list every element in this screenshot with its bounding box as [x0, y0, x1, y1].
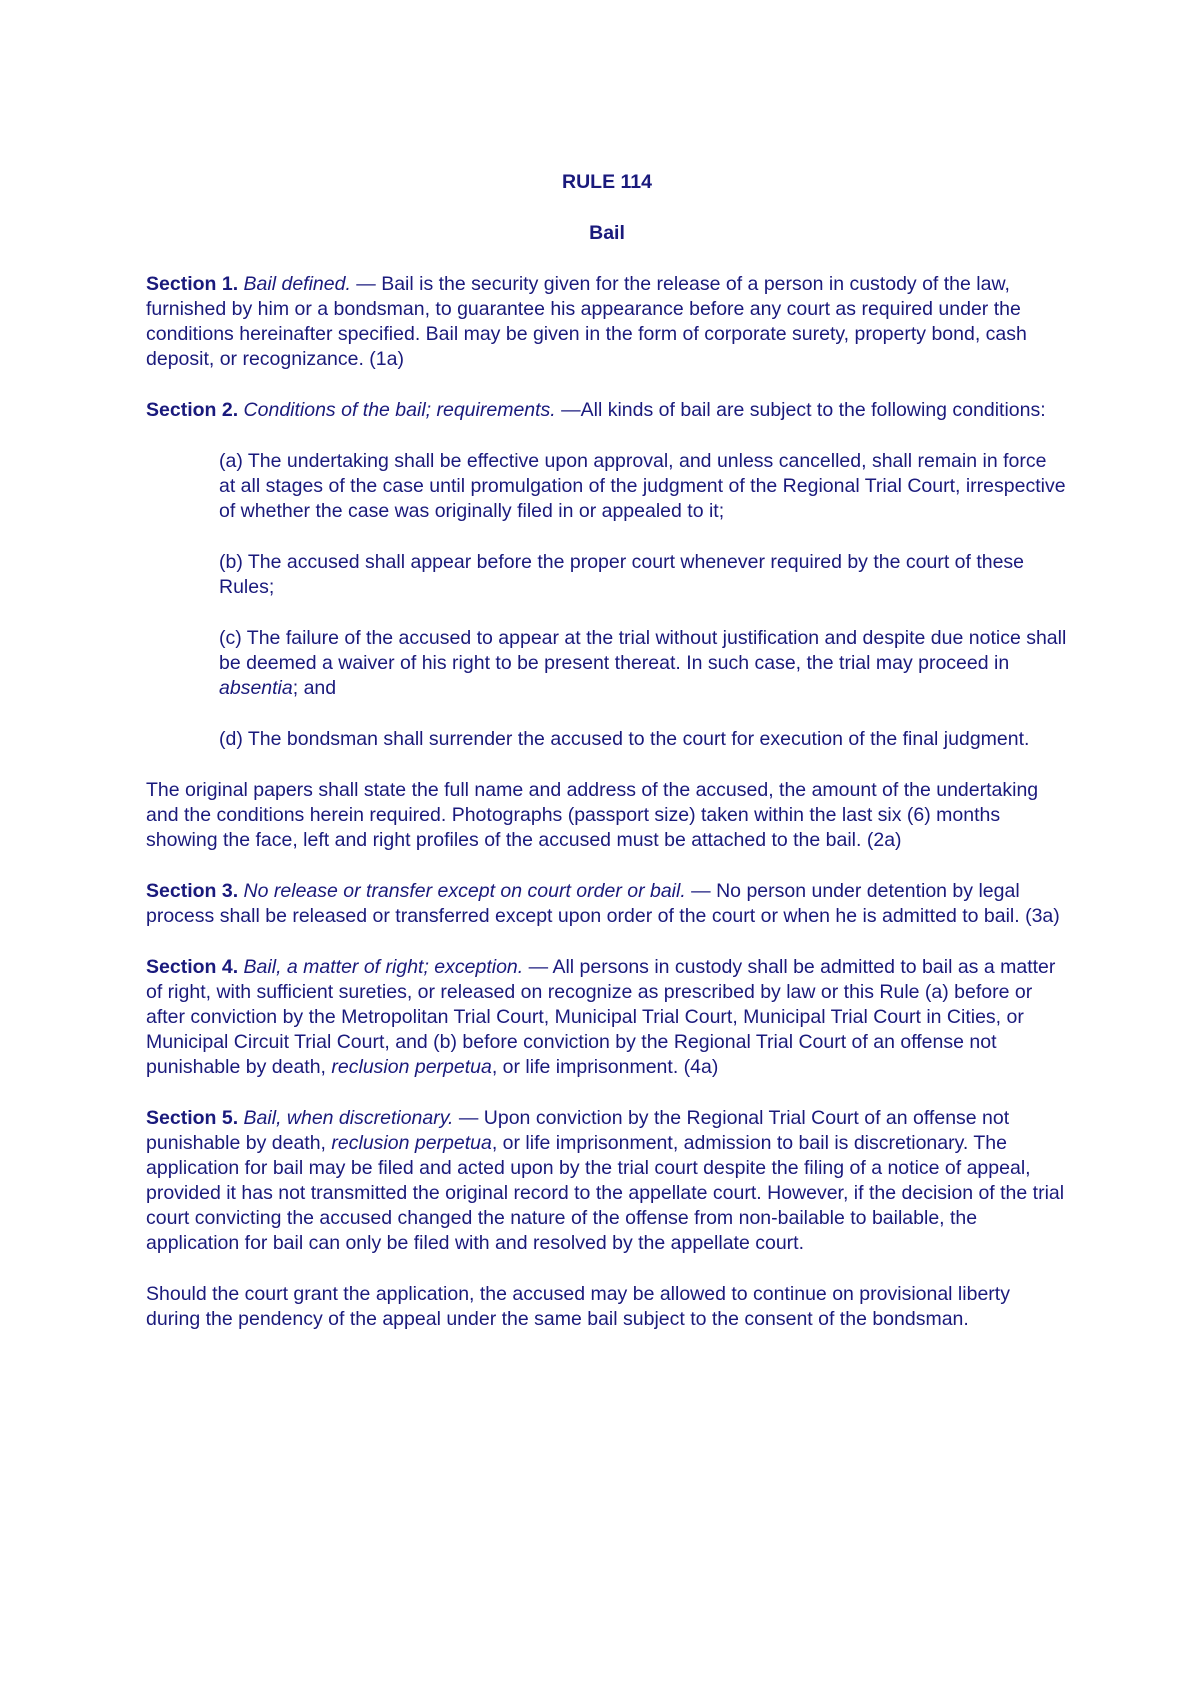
condition-c-text: (c) The failure of the accused to appear at the trial without justification and despite due notice shall be deemed a waiver of his right to be present thereat. In such case, the trial may proceed in: [219, 627, 1067, 674]
section-2-heading: Conditions of the bail; requirements.: [243, 399, 556, 421]
condition-c-italic: absentia: [219, 677, 293, 699]
section-1: [146, 272, 1068, 372]
section-4-end: , or life imprisonment. (4a): [491, 1056, 719, 1078]
section-4-label: Section 4.: [146, 956, 239, 978]
document-subtitle: Bail: [589, 222, 625, 244]
section-1-heading: Bail defined.: [243, 273, 351, 295]
section-5-italic: reclusion perpetua: [331, 1132, 492, 1154]
section-2-text: —All kinds of bail are subject to the following conditions:: [555, 399, 1046, 421]
section-5-text: — Upon conviction by the Regional Trial Court of an offense not punishable by death,: [146, 1107, 1010, 1154]
condition-a: (a) The undertaking shall be effective upon approval, and unless cancelled, shall remain in force at all stages of the case until promulgation of the judgment of the Regional Trial Court, irrespective of whether the case was originally filed in or appealed to it;: [219, 450, 1066, 522]
section-5-label: Section 5.: [146, 1107, 239, 1129]
rule-title: RULE 114: [562, 171, 652, 193]
section-4-heading: Bail, a matter of right; exception.: [243, 956, 524, 978]
section-2: [146, 398, 1068, 423]
section-2-label: Section 2.: [146, 399, 239, 421]
condition-d: (d) The bondsman shall surrender the accused to the court for execution of the final judgment.: [219, 728, 1030, 750]
section-5-closing: Should the court grant the application, the accused may be allowed to continue on provisional liberty during the pendency of the appeal under the same bail subject to the consent of the bondsman.: [146, 1283, 1010, 1330]
condition-c-end: ; and: [292, 677, 337, 699]
section-4-text: — All persons in custody shall be admitted to bail as a matter of right, with sufficient sureties, or released on recognize as prescribed by law or this Rule (a) before or after conviction by the Metropolitan Trial Court, Municipal Trial Court, Municipal Trial Court in Cities, or Municipal Circuit Trial Court, and (b) before conviction by the Regional Trial Court of an offense not punishable by death,: [146, 956, 1056, 1078]
section-3-heading: No release or transfer except on court order or bail.: [243, 880, 686, 902]
section-3-label: Section 3.: [146, 880, 239, 902]
section-5-end: , or life imprisonment, admission to bail is discretionary. The application for bail may be filed and acted upon by the trial court despite the filing of a notice of appeal, provided it has not transmitted the original record to the appellate court. However, if the decision of the trial court convicting the accused changed the nature of the offense from non-bailable to bailable, the application for bail can only be filed with and resolved by the appellate court.: [146, 1132, 1065, 1254]
section-2-closing: The original papers shall state the full name and address of the accused, the amount of the undertaking and the conditions herein required. Photographs (passport size) taken within the last six (6) months showing the face, left and right profiles of the accused must be attached to the bail. (2a): [146, 779, 1039, 851]
section-1-text: — Bail is the security given for the release of a person in custody of the law, furnished by him or a bondsman, to guarantee his appearance before any court as required under the conditions hereinafter specified. Bail may be given in the form of corporate surety, property bond, cash deposit, or recognizance. (1a): [146, 273, 1027, 370]
section-4: [146, 955, 1068, 1080]
condition-c: [219, 626, 1068, 701]
section-4-italic: reclusion perpetua: [331, 1056, 492, 1078]
section-3-text: — No person under detention by legal process shall be released or transferred except upon order of the court or when he is admitted to bail. (3a): [146, 880, 1060, 927]
section-1-label: Section 1.: [146, 273, 239, 295]
section-5: [146, 1106, 1068, 1256]
document-page: [146, 170, 1068, 1358]
condition-b: (b) The accused shall appear before the proper court whenever required by the court of these Rules;: [219, 551, 1025, 598]
section-5-heading: Bail, when discretionary.: [243, 1107, 454, 1129]
section-3: [146, 879, 1068, 929]
